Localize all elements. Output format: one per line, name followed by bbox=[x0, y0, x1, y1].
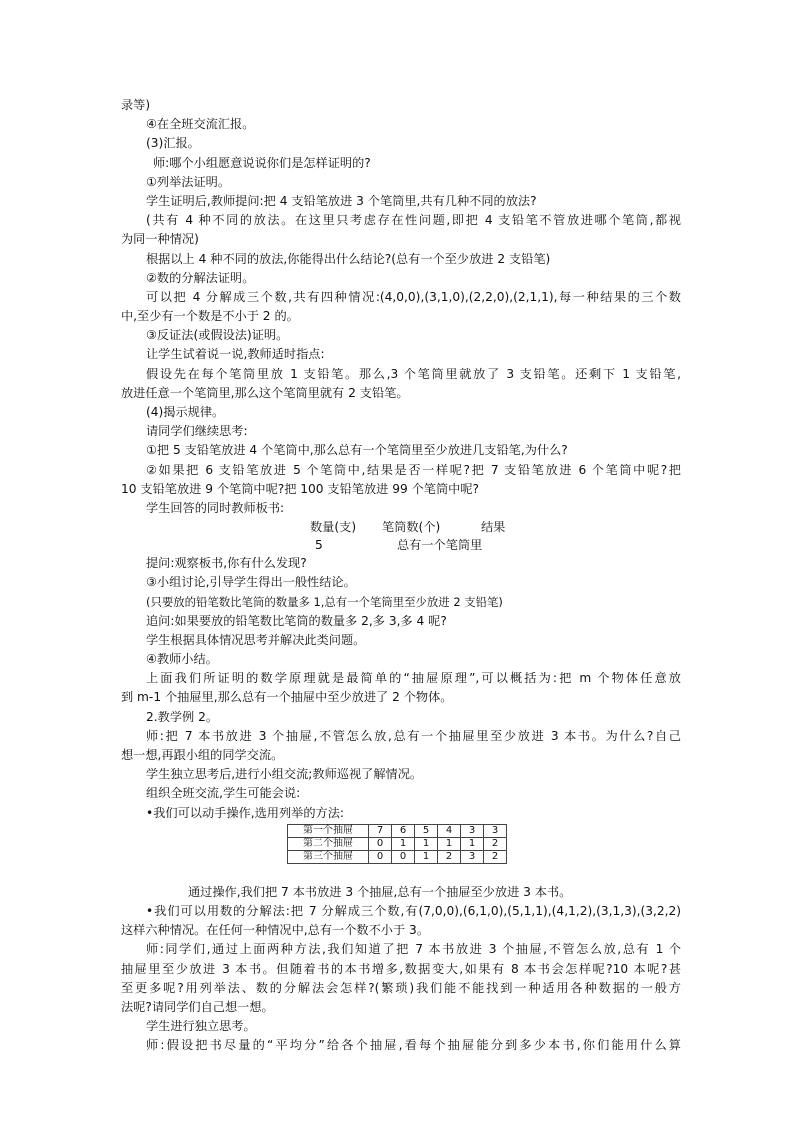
text-block-2 bbox=[121, 554, 681, 823]
drawer-table bbox=[287, 824, 507, 864]
drawer-count-cell: 0 bbox=[392, 850, 415, 863]
text-line: 学生根据具体情况思考并解决此类问题。 bbox=[146, 632, 366, 647]
drawer-count-cell: 5 bbox=[415, 824, 438, 837]
text-line: 这样六种情况。在任何一种情况中,总有一个数不小于 3。 bbox=[121, 923, 430, 938]
text-line: 假设先在每个笔筒里放 1 支铅笔。那么,3 个笔筒里就放了 3 支铅笔。还剩下 1 支铅笔, bbox=[146, 366, 681, 381]
text-line: •我们可以用数的分解法:把 7 分解成三个数,有(7,0,0),(6,1,0),(5,1,1),(4,1,2),(3,1,3),(3,2,2) bbox=[146, 903, 681, 918]
text-line: ④在全班交流汇报。 bbox=[146, 117, 255, 132]
text-line: (共有 4 种不同的放法。在这里只考虑存在性问题,即把 4 支铅笔不管放进哪个笔筒,都视 bbox=[146, 213, 681, 228]
text-line: •我们可以动手操作,选用列举的方法: bbox=[146, 805, 344, 820]
board-header-result: 结果 bbox=[481, 520, 506, 535]
drawer-count-cell: 1 bbox=[438, 837, 461, 850]
text-line: 为同一种情况) bbox=[121, 232, 199, 247]
text-line: 录等) bbox=[121, 98, 151, 112]
drawer-count-cell: 2 bbox=[484, 850, 507, 863]
drawer-table-wrap bbox=[121, 824, 681, 880]
drawer-count-cell: 4 bbox=[438, 824, 461, 837]
text-line: 法呢?请同学们自己想一想。 bbox=[121, 999, 274, 1014]
board-value-result: 总有一个笔筒里 bbox=[397, 538, 483, 553]
board-header-quantity: 数量(支) bbox=[310, 520, 357, 535]
drawer-count-cell: 1 bbox=[415, 837, 438, 850]
text-line: 学生证明后,教师提问:把 4 支铅笔放进 3 个笔筒里,共有几种不同的放法? bbox=[146, 193, 537, 208]
text-line: 至更多呢?用列举法、数的分解法会怎样?(繁琐)我们能不能找到一种适用各种数据的一般方 bbox=[121, 980, 681, 995]
text-line: 放进任意一个笔筒里,那么这个笔筒里就有 2 支铅笔。 bbox=[121, 385, 409, 400]
table-row bbox=[288, 824, 507, 837]
document-body bbox=[121, 96, 681, 1055]
text-line: 学生独立思考后,进行小组交流;教师巡视了解情况。 bbox=[146, 767, 423, 782]
drawer-count-cell: 6 bbox=[392, 824, 415, 837]
drawer-count-cell: 3 bbox=[484, 824, 507, 837]
text-line: 中,至少有一个数是不小于 2 的。 bbox=[121, 309, 299, 324]
drawer-label: 第三个抽屉 bbox=[288, 850, 369, 863]
text-line: 抽屉里至少放进 3 本书。但随着书的本书增多,数据变大,如果有 8 本书会怎样呢?10 本呢?甚 bbox=[121, 961, 681, 976]
text-line: 提问:观察板书,你有什么发现? bbox=[146, 556, 307, 571]
text-line: 组织全班交流,学生可能会说: bbox=[146, 786, 301, 801]
text-line: ③反证法(或假设法)证明。 bbox=[146, 328, 289, 343]
text-block-1 bbox=[121, 96, 681, 518]
text-line: 学生进行独立思考。 bbox=[146, 1019, 256, 1034]
drawer-count-cell: 0 bbox=[369, 837, 392, 850]
drawer-count-cell: 3 bbox=[461, 824, 484, 837]
text-line: 10 支铅笔放进 9 个笔筒中呢?把 100 支铅笔放进 99 个笔筒中呢? bbox=[121, 481, 480, 496]
drawer-count-cell: 1 bbox=[392, 837, 415, 850]
text-line: 根据以上 4 种不同的放法,你能得出什么结论?(总有一个至少放进 2 支铅笔) bbox=[146, 251, 551, 266]
blackboard-table bbox=[121, 518, 681, 554]
text-line: 追问:如果要放的铅笔数比笔筒的数量多 2,多 3,多 4 呢? bbox=[146, 613, 447, 628]
board-header-holders: 笔筒数(个) bbox=[382, 520, 441, 535]
text-line: 请同学们继续思考: bbox=[146, 424, 248, 439]
drawer-label: 第一个抽屉 bbox=[288, 824, 369, 837]
text-line: ②如果把 6 支铅笔放进 5 个笔筒中,结果是否一样呢?把 7 支铅笔放进 6 个笔筒中呢?把 bbox=[146, 462, 681, 477]
drawer-count-cell: 0 bbox=[369, 850, 392, 863]
text-line: ①列举法证明。 bbox=[146, 174, 231, 189]
text-line: (3)汇报。 bbox=[146, 136, 200, 151]
text-line: 上面我们所证明的数学原理就是最简单的“抽屉原理”,可以概括为:把 m 个物体任意放 bbox=[146, 671, 681, 686]
text-line: ①把 5 支铅笔放进 4 个笔筒中,那么总有一个笔筒里至少放进几支铅笔,为什么? bbox=[146, 443, 568, 458]
drawer-label: 第二个抽屉 bbox=[288, 837, 369, 850]
text-line: ④教师小结。 bbox=[146, 652, 218, 667]
text-line: ②数的分解法证明。 bbox=[146, 270, 255, 285]
drawer-count-cell: 2 bbox=[438, 850, 461, 863]
drawer-count-cell: 1 bbox=[415, 850, 438, 863]
table-conclusion: 通过操作,我们把 7 本书放进 3 个抽屉,总有一个抽屉至少放进 3 本书。 bbox=[188, 884, 572, 899]
board-value-quantity: 5 bbox=[315, 538, 323, 553]
drawer-count-cell: 2 bbox=[484, 837, 507, 850]
table-row bbox=[288, 850, 507, 863]
drawer-count-cell: 7 bbox=[369, 824, 392, 837]
text-line: 师:哪个小组愿意说说你们是怎样证明的? bbox=[153, 155, 371, 170]
text-line: (只要放的铅笔数比笔筒的数量多 1,总有一个笔筒里至少放进 2 支铅笔) bbox=[146, 594, 503, 609]
text-line: 到 m-1 个抽屉里,那么总有一个抽屉中至少放进了 2 个物体。 bbox=[121, 690, 453, 705]
text-line: ③小组讨论,引导学生得出一般性结论。 bbox=[146, 575, 356, 590]
text-block-3 bbox=[121, 902, 681, 1056]
text-line: 可以把 4 分解成三个数,共有四种情况:(4,0,0),(3,1,0),(2,2,0),(2,1,1),每一种结果的三个数 bbox=[146, 289, 681, 304]
text-line: 2.教学例 2。 bbox=[146, 709, 219, 724]
table-row bbox=[288, 837, 507, 850]
drawer-count-cell: 3 bbox=[461, 850, 484, 863]
text-line: 师:把 7 本书放进 3 个抽屉,不管怎么放,总有一个抽屉里至少放进 3 本书。为什么?自己 bbox=[146, 728, 681, 743]
text-line: 师:同学们,通过上面两种方法,我们知道了把 7 本书放进 3 个抽屉,不管怎么放,总有 1 个 bbox=[146, 942, 681, 957]
text-line: 学生回答的同时教师板书: bbox=[146, 500, 285, 515]
drawer-count-cell: 1 bbox=[461, 837, 484, 850]
text-line: 师:假设把书尽量的“平均分”给各个抽屉,看每个抽屉能分到多少本书,你们能用什么算 bbox=[146, 1038, 681, 1053]
text-line: 让学生试着说一说,教师适时指点: bbox=[146, 347, 325, 362]
text-line: 想一想,再跟小组的同学交流。 bbox=[121, 748, 284, 762]
text-line: (4)揭示规律。 bbox=[146, 405, 225, 419]
